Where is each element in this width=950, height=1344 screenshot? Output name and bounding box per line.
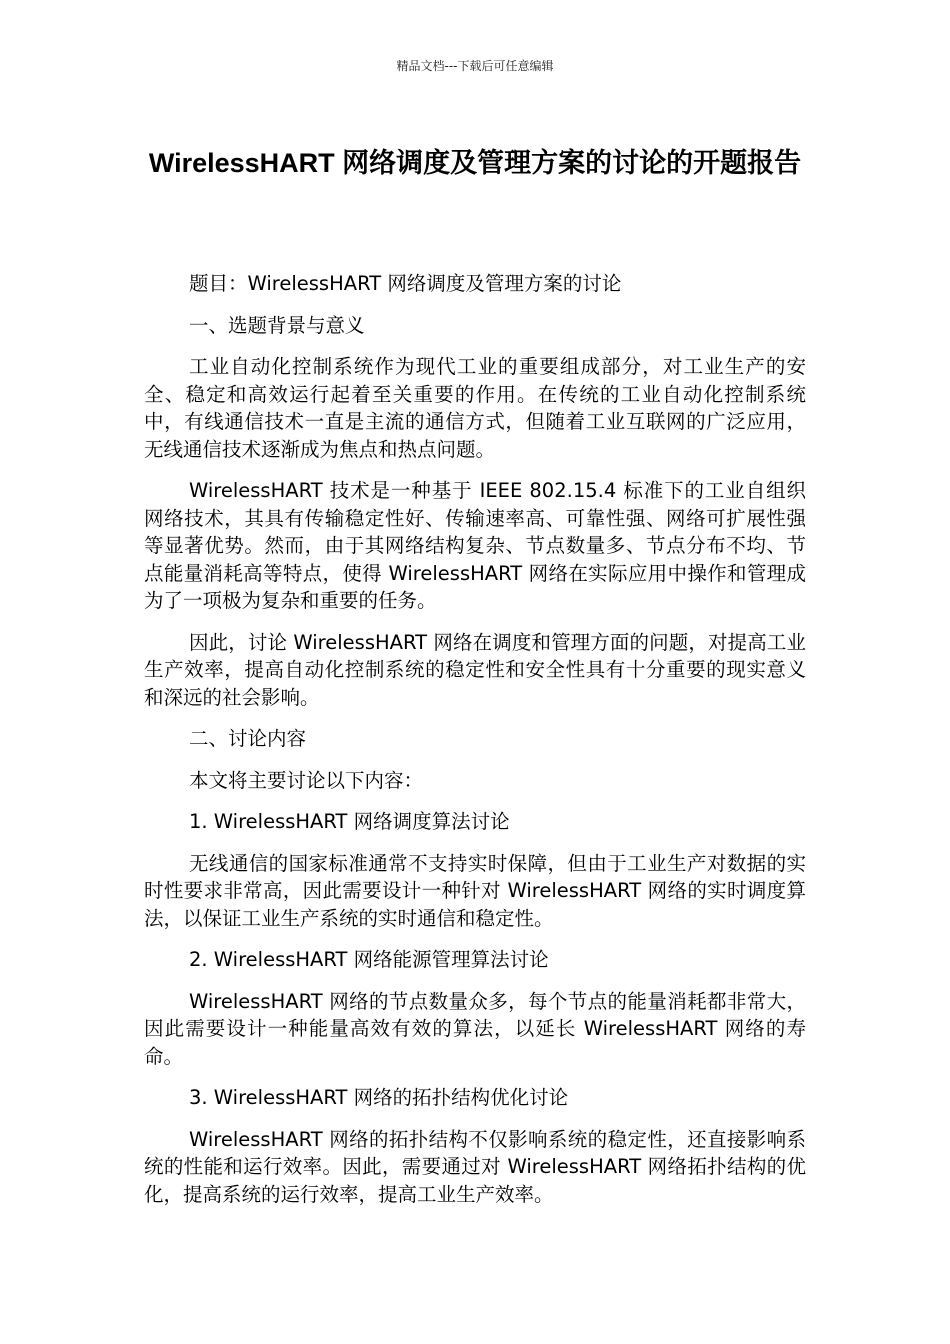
section-heading-content: 二、讨论内容 [189,727,307,750]
subheading-energy: 2. WirelessHART 网络能源管理算法讨论 [189,948,549,971]
subheading-scheduling: 1. WirelessHART 网络调度算法讨论 [189,810,510,833]
paragraph-background-2: WirelessHART 技术是一种基于 IEEE 802.15.4 标准下的工业自组织网络技术，其具有传输稳定性好、传输速率高、可靠性强、网络可扩展性强等显著优势。然而，由于其网络结构复杂、节点数量多、节点分布不均、节点能量消耗高等特点，使得 WirelessHART 网络在实际应用中操作和管理成为了一项极为复杂和重要的任务。 [144,479,806,612]
paragraph-background-3: 因此，讨论 WirelessHART 网络在调度和管理方面的问题，对提高工业生产效率，提高自动化控制系统的稳定性和安全性具有十分重要的现实意义和深远的社会影响。 [144,630,806,709]
subheading-topology: 3. WirelessHART 网络的拓扑结构优化讨论 [189,1086,569,1109]
paragraph-scheduling: 无线通信的国家标准通常不支持实时保障，但由于工业生产对数据的实时性要求非常高，因此需要设计一种针对 WirelessHART 网络的实时调度算法，以保证工业生产系统的实时通信和稳定性。 [144,851,806,930]
paragraph-background-1: 工业自动化控制系统作为现代工业的重要组成部分，对工业生产的安全、稳定和高效运行起着至关重要的作用。在传统的工业自动化控制系统中，有线通信技术一直是主流的通信方式，但随着工业互联网的广泛应用，无线通信技术逐渐成为焦点和热点问题。 [144,355,806,461]
paragraph-energy: WirelessHART 网络的节点数量众多，每个节点的能量消耗都非常大，因此需要设计一种能量高效有效的算法，以延长 WirelessHART 网络的寿命。 [144,989,806,1068]
content-intro: 本文将主要讨论以下内容： [189,768,424,792]
header-note: 精品文档---下载后可任意编辑 [396,59,554,73]
topic-line: 题目：WirelessHART 网络调度及管理方案的讨论 [189,272,622,295]
paragraph-topology: WirelessHART 网络的拓扑结构不仅影响系统的稳定性，还直接影响系统的性能和运行效率。因此，需要通过对 WirelessHART 网络拓扑结构的优化，提高系统的运行效率，提高工业生产效率。 [144,1127,806,1206]
document-title: WirelessHART 网络调度及管理方案的讨论的开题报告 [148,148,802,178]
section-heading-background: 一、选题背景与意义 [189,313,365,337]
document-body [144,270,806,1222]
